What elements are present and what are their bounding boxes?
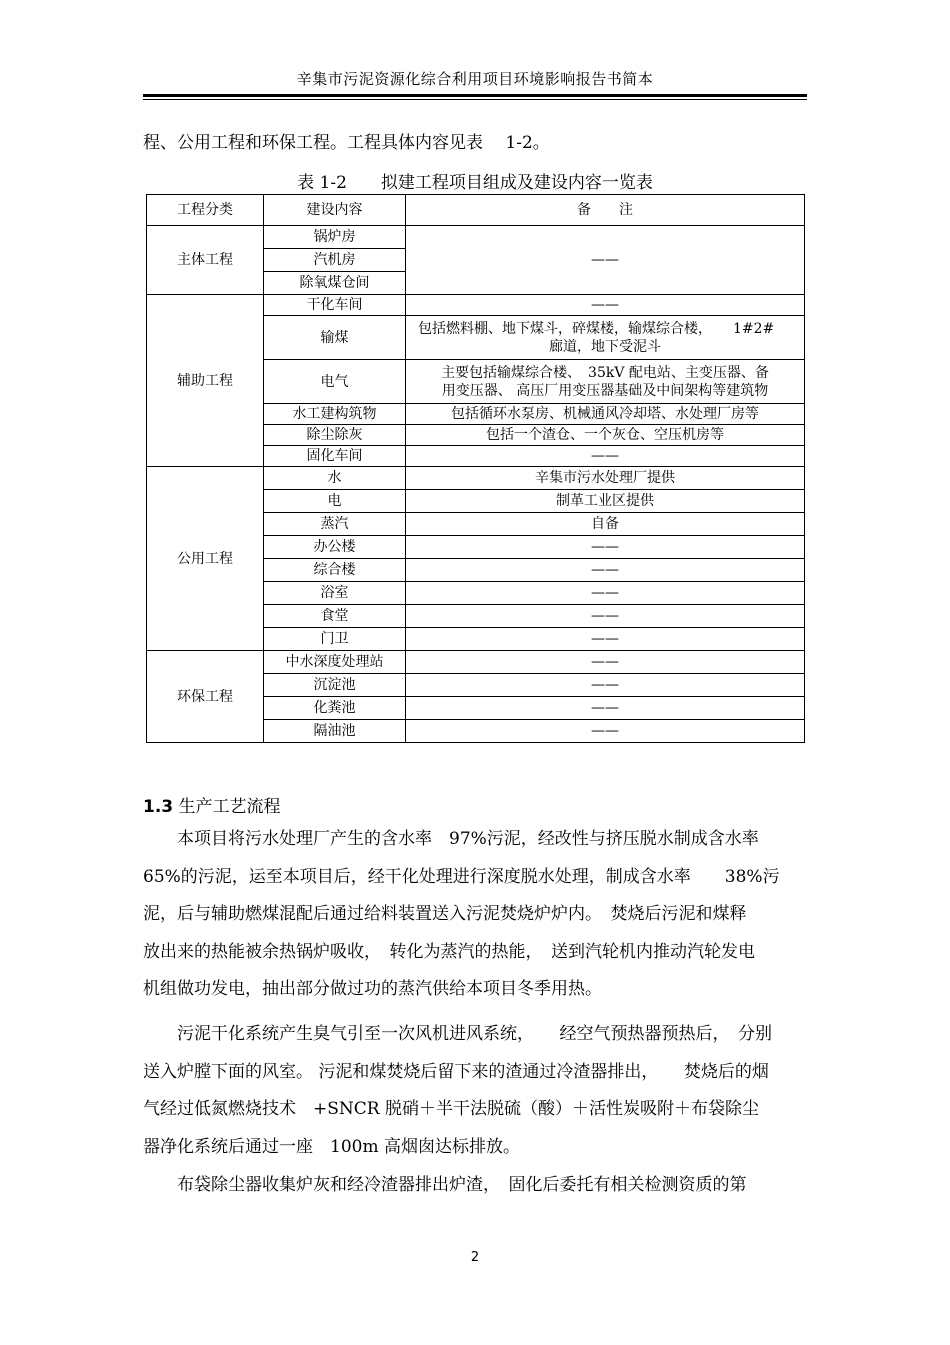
- page-header-title: 辛集市污泥资源化综合利用项目环境影响报告书简本: [296, 70, 654, 88]
- note-cell: ——: [406, 651, 805, 674]
- table-header-row: [147, 195, 805, 226]
- table-row: [147, 226, 805, 249]
- note-cell: 包括一个渣仓、一个灰仓、空压机房等: [406, 425, 805, 446]
- item-cell: 隔油池: [264, 720, 406, 743]
- paragraph-line: 机组做功发电，抽出部分做过功的蒸汽供给本项目冬季用热。: [143, 979, 602, 999]
- item-cell: 水: [264, 467, 406, 490]
- item-cell: 除氧煤仓间: [264, 272, 406, 295]
- paragraph-3: [143, 1167, 807, 1205]
- note-cell: ——: [406, 446, 805, 467]
- item-cell: 门卫: [264, 628, 406, 651]
- item-cell: 水工建构筑物: [264, 404, 406, 425]
- item-cell: 食堂: [264, 605, 406, 628]
- note-cell: ——: [406, 559, 805, 582]
- header-category: 工程分类: [147, 195, 264, 226]
- item-cell: 中水深度处理站: [264, 651, 406, 674]
- paragraph-line: 器净化系统后通过一座 100m 高烟囱达标排放。: [143, 1136, 520, 1157]
- header-note: 备 注: [406, 195, 805, 226]
- note-cell: ——: [406, 674, 805, 697]
- note-cell: ——: [406, 295, 805, 316]
- item-cell: 综合楼: [264, 559, 406, 582]
- paragraph-line: 放出来的热能被余热锅炉吸收， 转化为蒸汽的热能， 送到汽轮机内推动汽轮发电: [143, 941, 755, 962]
- note-cell: 辛集市污水处理厂提供: [406, 467, 805, 490]
- item-cell: 干化车间: [264, 295, 406, 316]
- note-line: 包括燃料棚、地下煤斗，碎煤楼，输煤综合楼， 1#2#: [418, 320, 775, 337]
- item-cell: 固化车间: [264, 446, 406, 467]
- note-line: 主要包括输煤综合楼、 35kV 配电站、主变压器、备: [441, 364, 769, 381]
- note-cell: ——: [406, 697, 805, 720]
- paragraph-line: 送入炉膛下面的风室。 污泥和煤焚烧后留下来的渣通过冷渣器排出， 焚烧后的烟: [143, 1061, 769, 1082]
- item-cell: 沉淀池: [264, 674, 406, 697]
- paragraph-line: 本项目将污水处理厂产生的含水率 97%污泥，经改性与挤压脱水制成含水率: [177, 829, 759, 849]
- page-number: 2: [470, 1250, 480, 1265]
- note-cell: ——: [406, 605, 805, 628]
- item-cell: 浴室: [264, 582, 406, 605]
- table-row: [147, 295, 805, 316]
- paragraph-line: 布袋除尘器收集炉灰和经冷渣器排出炉渣， 固化后委托有相关检测资质的第: [177, 1175, 747, 1195]
- note-cell: ——: [406, 628, 805, 651]
- section-title: 生产工艺流程: [178, 797, 281, 817]
- note-line: 廊道，地下受泥斗: [549, 338, 661, 355]
- item-cell: 汽机房: [264, 249, 406, 272]
- note-cell: [406, 316, 805, 360]
- category-cell: 主体工程: [147, 226, 264, 295]
- paragraph-2: [143, 1016, 807, 1166]
- item-cell: 除尘除灰: [264, 425, 406, 446]
- table-row: [147, 651, 805, 674]
- project-composition-table: [146, 194, 805, 743]
- item-cell: 办公楼: [264, 536, 406, 559]
- item-cell: 蒸汽: [264, 513, 406, 536]
- category-cell: 环保工程: [147, 651, 264, 743]
- paragraph-line: 气经过低氮燃烧技术 +SNCR 脱硝＋半干法脱硫（酸）＋活性炭吸附＋布袋除尘: [143, 1099, 759, 1119]
- item-cell: 电气: [264, 360, 406, 404]
- item-cell: 输煤: [264, 316, 406, 360]
- header-rule-thin: [143, 99, 807, 100]
- table-caption: 表 1-2 拟建工程项目组成及建设内容一览表: [297, 173, 653, 193]
- paragraph-line: 泥，后与辅助燃煤混配后通过给料装置送入污泥焚烧炉炉内。 焚烧后污泥和煤释: [143, 904, 747, 924]
- paragraph-line: 污泥干化系统产生臭气引至一次风机进风系统， 经空气预热器预热后， 分别: [177, 1024, 772, 1044]
- note-cell: 制革工业区提供: [406, 490, 805, 513]
- section-heading: [143, 792, 281, 817]
- item-cell: 锅炉房: [264, 226, 406, 249]
- item-cell: 化粪池: [264, 697, 406, 720]
- category-cell: 公用工程: [147, 467, 264, 651]
- note-cell: 包括循环水泵房、机械通风冷却塔、水处理厂房等: [406, 404, 805, 425]
- note-cell: ——: [406, 226, 805, 295]
- section-number: 1.3: [143, 797, 174, 817]
- category-cell: 辅助工程: [147, 295, 264, 467]
- note-line: 用变压器、 高压厂用变压器基础及中间架构等建筑物: [441, 382, 769, 399]
- paragraph-line: 65%的污泥，运至本项目后，经干化处理进行深度脱水处理，制成含水率 38%污: [143, 866, 780, 887]
- note-cell: 自备: [406, 513, 805, 536]
- paragraph-1: [143, 821, 807, 1009]
- note-cell: ——: [406, 582, 805, 605]
- header-rule-thick: [143, 94, 807, 97]
- header-content: 建设内容: [264, 195, 406, 226]
- intro-text: 程、公用工程和环保工程。工程具体内容见表 1-2。: [143, 133, 550, 153]
- item-cell: 电: [264, 490, 406, 513]
- note-cell: ——: [406, 536, 805, 559]
- table-row: [147, 467, 805, 490]
- note-cell: ——: [406, 720, 805, 743]
- note-cell: [406, 360, 805, 404]
